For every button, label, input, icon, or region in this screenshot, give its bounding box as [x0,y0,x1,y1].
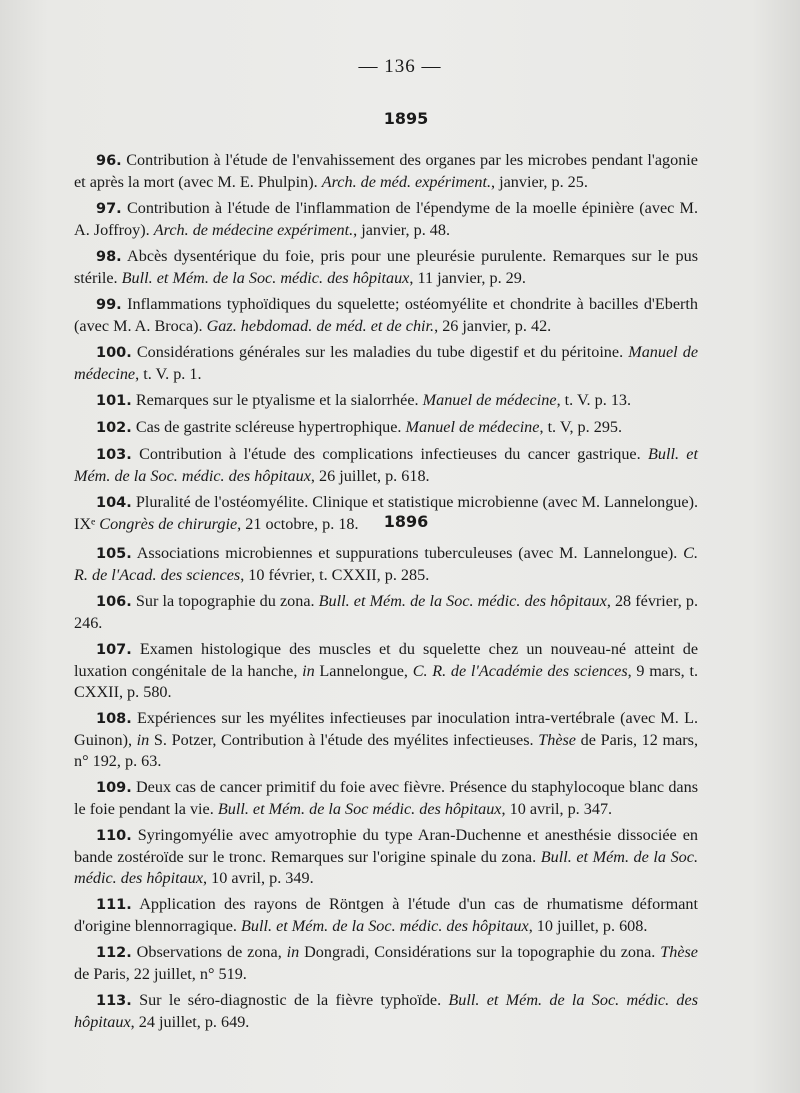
entry-number: 113. [96,993,132,1009]
entry-text: Application des rayons de Röntgen à l'étude d'un cas de rhumatisme déformant d'origine blennorragique. [74,895,698,935]
entry-text: Cas de gastrite scléreuse hypertrophique. [135,418,406,436]
entry-number: 112. [96,945,132,961]
entry-citation-italic: C. R. de l'Académie des sciences [412,662,628,680]
entry-number: 111. [96,897,132,913]
entry-citation-italic: Bull. et Mém. de la Soc. médic. des hôpitaux [241,917,529,935]
entry-citation-italic: Bull. et Mém. de la Soc. médic. des hôpitaux [121,269,410,287]
bibliography-entry [74,342,698,385]
entry-text: , 10 février, t. CXXII, p. 285. [240,566,430,584]
bibliography-entry [74,825,698,889]
bibliography-entry [74,708,698,772]
bibliography-entry [74,894,698,937]
entry-text: Inflammations typhoïdiques du squelette; ostéomyélite et chondrite à bacilles d'Eberth (avec M. A. Broca). [74,295,698,335]
entry-text: , 9 mars, t. CXXII, p. 580. [74,662,698,701]
bibliography-entry [74,777,698,820]
entry-text: Sur le séro-diagnostic de la fièvre typhoïde. [139,991,449,1009]
entry-text: Observations de zona, [136,943,287,961]
entry-text: Considérations générales sur les maladies du tube digestif et du péritoine. [136,343,629,361]
bibliography-entry [74,990,698,1033]
bibliography-entry [74,294,698,337]
entry-text: Expériences sur les myélites infectieuses par inoculation intra-vertébrale (avec M. L. Guinon), [74,709,699,749]
year-heading: 1896 [383,512,429,531]
entry-citation-italic: Bull. et Mém. de la Soc médic. des hôpitaux [217,800,502,818]
entry-text: Associations microbiennes et suppurations tuberculeuses (avec M. Lannelongue). [136,544,684,562]
bibliography-entry [74,198,698,241]
entry-citation-italic: Arch. de médecine expériment. [153,221,354,239]
entry-number: 103. [96,447,132,463]
entry-text: , 10 avril, p. 349. [203,869,314,887]
entry-text: S. Potzer, Contribution à l'étude des myélites infectieuses. [149,731,539,749]
entry-citation-italic: Congrès de chirurgie [99,515,238,533]
entry-number: 109. [96,780,132,796]
entry-citation-italic: Thèse [660,943,698,961]
entry-text: , 24 juillet, p. 649. [130,1013,250,1031]
entry-number: 110. [96,828,132,844]
entry-citation-italic: Manuel de médecine [74,343,699,383]
entry-text: , 26 janvier, p. 42. [434,317,552,335]
entry-text: , 21 octobre, p. 18. [237,515,359,533]
entry-citation-italic: C. R. de l'Acad. des sciences [74,544,699,584]
bibliography-entry [74,390,698,412]
entry-citation-italic: in [286,943,300,961]
entry-text: Examen histologique des muscles et du squelette chez un nouveau-né atteint de luxation congénitale de la hanche, [74,640,698,680]
entry-text: Contribution à l'étude de l'envahissement des organes par les microbes pendant l'agonie et après la mort (avec M. E. Phulpin). [74,151,698,191]
entry-number: 98. [96,249,122,265]
entry-text: , 10 avril, p. 347. [501,800,613,818]
entry-number: 101. [96,393,132,409]
entry-text: , 28 février, p. 246. [74,592,699,632]
entry-citation-italic: in [302,662,315,680]
entry-text: , t. V, p. 295. [539,418,623,436]
entry-citation-italic: Manuel de médecine [405,418,540,436]
entry-citation-italic: Arch. de méd. expériment. [321,173,492,191]
entry-citation-italic: Gaz. hebdomad. de méd. et de chir. [206,317,435,335]
bibliography-entry [74,444,698,487]
entry-number: 108. [96,711,132,727]
entry-text: Contribution à l'étude de l'inflammation de l'épendyme de la moelle épinière (avec M. A. Joffroy). [74,199,698,239]
entry-citation-italic: Bull. et Mém. de la Soc. médic. des hôpitaux [74,991,698,1031]
bibliography-entry [74,150,698,193]
entry-text: , t. V. p. 13. [556,391,632,409]
entry-text: Abcès dysentérique du foie, pris pour une pleurésie purulente. Remarques sur le pus stérile. [74,247,699,287]
entry-text: de Paris, 12 mars, n° 192, p. 63. [74,731,699,770]
entry-text: Syringomyélie avec amyotrophie du type Aran-Duchenne et anesthésie dissociée en bande zostéroïde sur le tronc. Remarques sur l'origine spinale du zona. [74,826,698,866]
entry-text: , t. V. p. 1. [135,365,202,383]
bibliography-section [74,543,698,1038]
entry-number: 100. [96,345,132,361]
bibliography-entry [74,591,698,634]
entry-text: , 26 juillet, p. 618. [310,467,430,485]
entry-citation-italic: Manuel de médecine [422,391,557,409]
entry-text: , 10 juillet, p. 608. [528,917,648,935]
entry-citation-italic: Bull. et Mém. de la Soc. médic. des hôpitaux [74,848,698,887]
entry-text: , 11 janvier, p. 29. [409,269,526,287]
entry-text: de Paris, 22 juillet, n° 519. [74,965,247,983]
entry-text: Sur la topographie du zona. [135,592,319,610]
entry-text: Remarques sur le ptyalisme et la sialorrhée. [135,391,423,409]
entry-text: Deux cas de cancer primitif du foie avec fièvre. Présence du staphylocoque blanc dans le foie pendant la vie. [74,778,698,818]
entry-number: 107. [96,642,132,658]
entry-citation-italic: Thèse [538,731,576,749]
bibliography-entry [74,417,698,439]
entry-number: 97. [96,201,122,217]
entry-number: 104. [96,495,132,511]
bibliography-entry [74,543,698,586]
entry-citation-italic: Bull. et Mém. de la Soc. médic. des hôpitaux [318,592,607,610]
entry-citation-italic: Bull. et Mém. de la Soc. médic. des hôpitaux [74,445,698,485]
entry-text: , janvier, p. 48. [353,221,451,239]
entry-text: Dongradi, Considérations sur la topographie du zona. [299,943,661,961]
entry-text: , janvier, p. 25. [491,173,588,191]
entry-number: 105. [96,546,132,562]
entry-citation-italic: in [136,731,150,749]
entry-number: 99. [96,297,122,313]
entry-text: Lannelongue, [314,662,413,680]
bibliography-section [74,150,698,540]
bibliography-entry [74,639,698,703]
entry-text: Pluralité de l'ostéomyélite. Clinique et statistique microbienne (avec M. Lannelongue). IXᵉ [74,493,699,533]
entry-text: Contribution à l'étude des complications infectieuses du cancer gastrique. [139,445,648,463]
bibliography-entry [74,246,698,289]
entry-number: 96. [96,153,122,169]
bibliography-entry [74,942,698,985]
year-heading: 1895 [383,109,429,128]
entry-number: 102. [96,420,132,436]
entry-number: 106. [96,594,132,610]
page-number: — 136 — [358,56,442,77]
